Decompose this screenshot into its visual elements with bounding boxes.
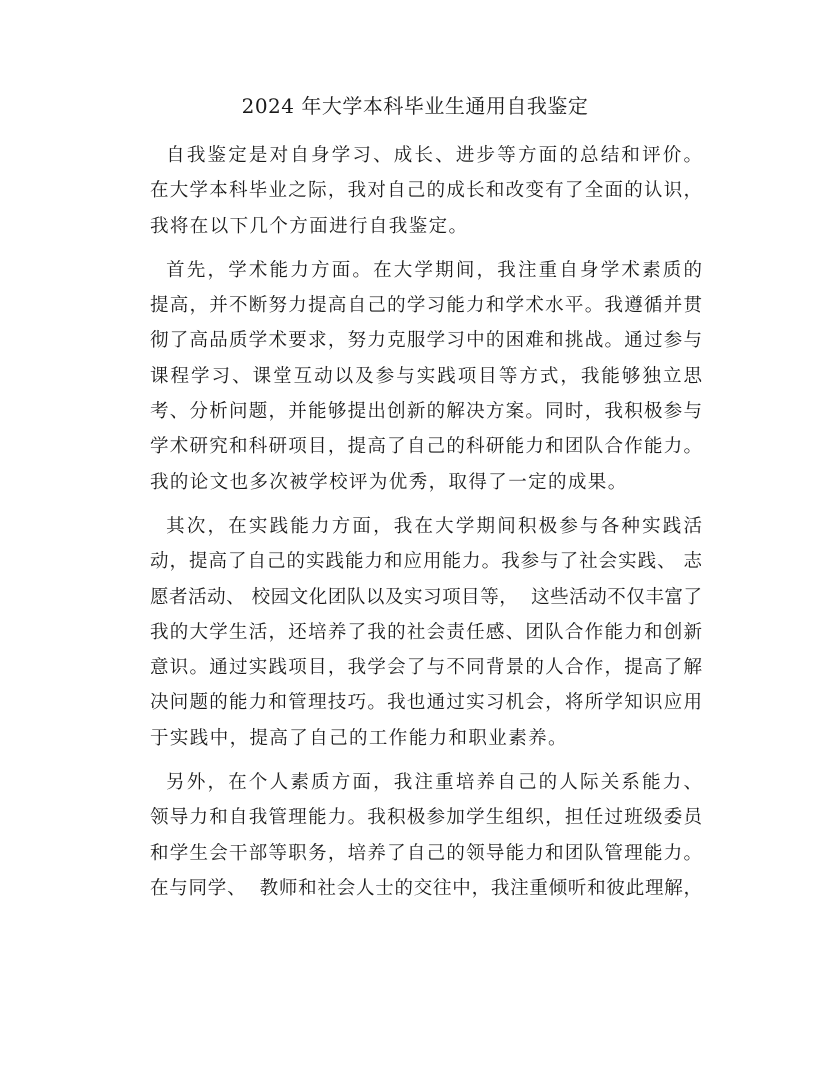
text-line: 意识。通过实践项目，我学会了与不同背景的人合作，提高了解 [150, 657, 702, 679]
text-line: 决问题的能力和管理技巧。我也通过实习机会，将所学知识应用 [150, 692, 702, 714]
text-line: 我将在以下几个方面进行自我鉴定。 [150, 215, 469, 237]
paragraph [150, 509, 702, 756]
text-line: 在与同学、 教师和社会人士的交往中，我注重倾听和彼此理解， [150, 877, 702, 899]
text-line: 提高，并不断努力提高自己的学习能力和学术水平。我遵循并贯 [150, 295, 702, 317]
text-line: 考、分析问题，并能够提出创新的解决方案。同时，我积极参与 [150, 401, 702, 423]
document-title: 2024 年大学本科毕业生通用自我鉴定 [241, 94, 589, 118]
text-line: 自我鉴定是对自身学习、成长、进步等方面的总结和评价。 [150, 145, 702, 166]
text-line: 领导力和自我管理能力。我积极参加学生组织，担任过班级委员 [150, 807, 702, 829]
text-line: 彻了高品质学术要求，努力克服学习中的困难和挑战。通过参与 [150, 330, 702, 352]
text-line: 我的大学生活，还培养了我的社会责任感、团队合作能力和创新 [150, 621, 702, 643]
paragraph [150, 253, 702, 500]
text-line: 首先，学术能力方面。在大学期间，我注重自身学术素质的 [150, 259, 702, 281]
text-line: 课程学习、课堂互动以及参与实践项目等方式，我能够独立思 [150, 365, 702, 387]
document-body [150, 138, 702, 915]
text-line: 我的论文也多次被学校评为优秀，取得了一定的成果。 [150, 471, 628, 493]
text-line: 学术研究和科研项目，提高了自己的科研能力和团队合作能力。 [150, 436, 702, 458]
text-line: 愿者活动、 校园文化团队以及实习项目等， 这些活动不仅丰富了 [150, 586, 702, 608]
paragraph [150, 138, 702, 244]
text-line: 于实践中，提高了自己的工作能力和职业素养。 [150, 727, 568, 749]
text-line: 和学生会干部等职务，培养了自己的领导能力和团队管理能力。 [150, 842, 702, 864]
text-line: 在大学本科毕业之际，我对自己的成长和改变有了全面的认识， [150, 180, 702, 202]
paragraph [150, 765, 702, 906]
text-line: 其次，在实践能力方面，我在大学期间积极参与各种实践活 [150, 515, 702, 537]
text-line: 另外，在个人素质方面，我注重培养自己的人际关系能力、 [150, 772, 702, 794]
text-line: 动，提高了自己的实践能力和应用能力。我参与了社会实践、 志 [150, 551, 702, 573]
